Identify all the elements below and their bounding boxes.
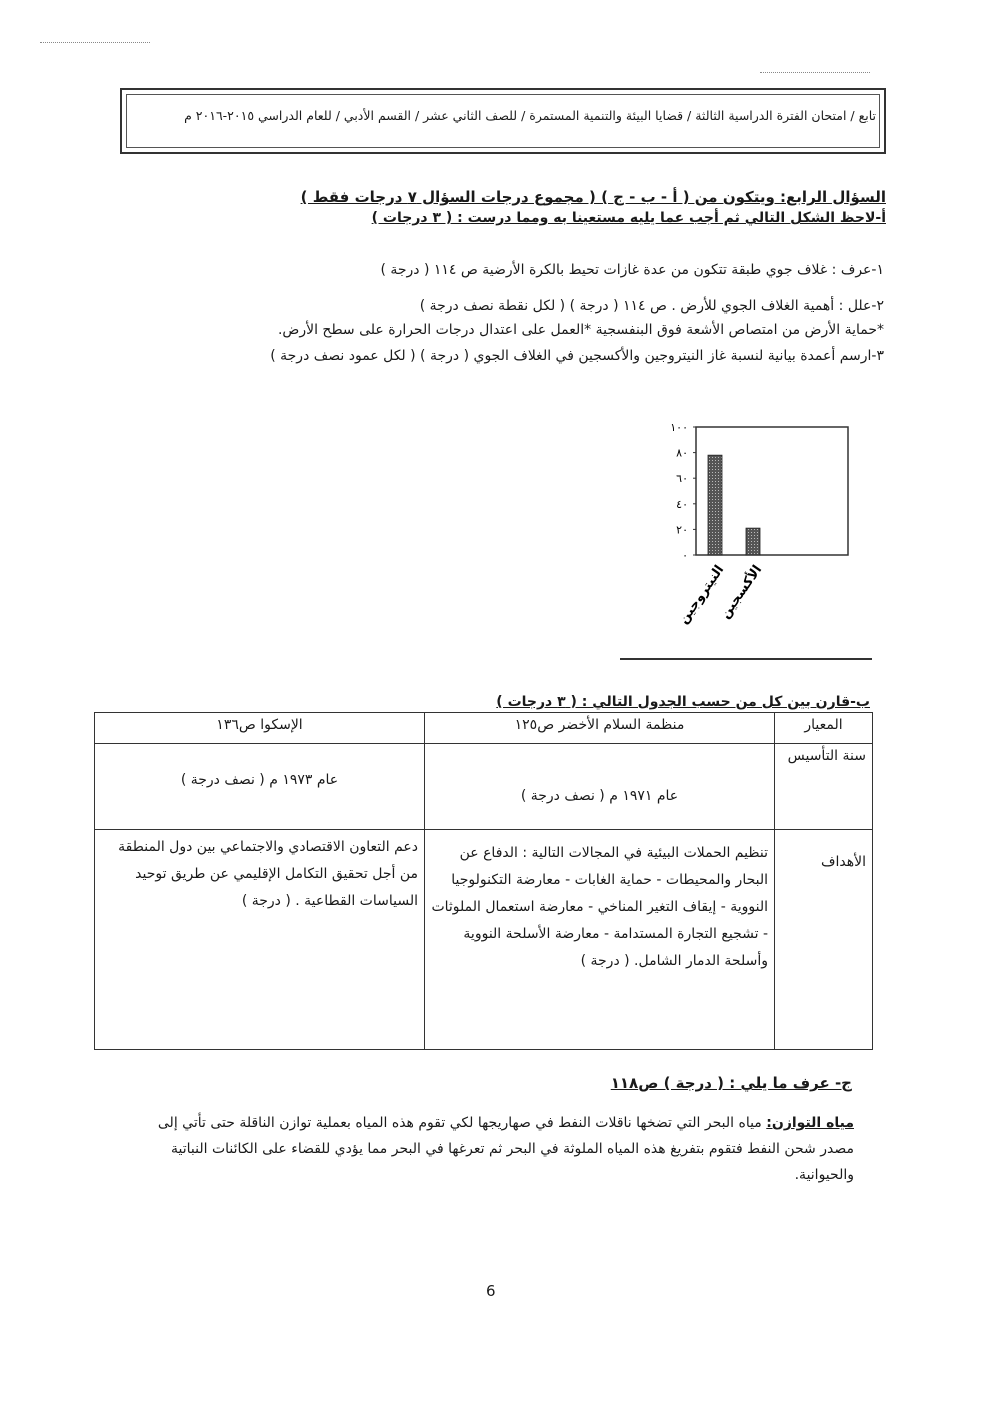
- section-separator: [620, 658, 872, 660]
- question-4-item-2-answer: *حماية الأرض من امتصاص الأشعة فوق البنفسجية *العمل على اعتدال درجات الحرارة على سطح الأرض.: [277, 322, 884, 338]
- bar-oxygen: [746, 528, 760, 555]
- y-tick-label: ٨٠: [676, 446, 688, 460]
- criterion-founding-year: سنة التأسيس: [775, 744, 873, 830]
- escwa-founding-year: عام ١٩٧٣ م ( نصف درجة ): [95, 744, 425, 830]
- section-c-title: ج- عرف ما يلي : ( درجة ) ص١١٨: [610, 1074, 852, 1092]
- table-row: [95, 744, 873, 830]
- section-c-definition-block: [134, 1110, 854, 1188]
- section-b-title: ب-قارن بين كل من حسب الجدول التالي : ( ٣ درجات ): [496, 694, 870, 710]
- question-4-item-1: ١-عرف : غلاف جوي طبقة تتكون من عدة غازات تحيط بالكرة الأرضية ص ١١٤ ( درجة ): [380, 262, 884, 278]
- header-escwa: الإسكوا ص١٣٦: [95, 713, 425, 744]
- exam-header-text: تابع / امتحان الفترة الدراسية الثالثة / قضايا البيئة والتنمية المستمرة / للصف الثاني عشر / القسم الأدبي / للعام الدراسي ٢٠١٥-٢٠١٦ م: [184, 108, 876, 123]
- x-category-label: الأكسجين: [717, 562, 766, 622]
- y-tick-label: ٤٠: [676, 497, 688, 511]
- term-ballast-water: مياه التوازن:: [766, 1115, 854, 1131]
- question-4-instruction: أ-لاحظ الشكل التالي ثم أجب عما يليه مستعينا به ومما درست : ( ٣ درجات ): [371, 210, 886, 226]
- comparison-table: [94, 712, 873, 1050]
- question-4-item-2: ٢-علل : أهمية الغلاف الجوي للأرض . ص ١١٤ ( درجة ) ( لكل نقطة نصف درجة ): [419, 298, 884, 314]
- x-category-label: النيتروجين: [676, 562, 728, 627]
- criterion-goals: الأهداف: [775, 830, 873, 1050]
- y-tick-label: ٢٠: [676, 523, 688, 537]
- term-definition: مياه البحر التي تضخها ناقلات النفط في صهاريجها لكي تقوم هذه المياه بعملية توازن الناقلة حتى تأتي إلى مصدر شحن النفط فتقوم بتفريغ هذه المياه الملوثة في البحر ثم تعرغها في البحر مما يؤدي للقضاء على الكائنات النباتية والحيوانية.: [157, 1115, 854, 1183]
- greenpeace-goals: تنظيم الحملات البيئية في المجالات التالية : الدفاع عن البحار والمحيطات - حماية الغابات - معارضة التكنولوجيا النووية - إيقاف التغير المناخي - معارضة استعمال الملوثات - تشجيع التجارة المستدامة - معارضة الأسلحة النووية وأسلحة الدمار الشامل. ( درجة ): [425, 830, 775, 1050]
- scan-mark: [40, 42, 150, 43]
- y-tick-label: ٠: [682, 549, 688, 562]
- header-greenpeace: منظمة السلام الأخضر ص١٢٥: [425, 713, 775, 744]
- bar-nitrogen: [708, 455, 722, 555]
- question-4-item-3: ٣-ارسم أعمدة بيانية لنسبة غاز النيتروجين والأكسجين في الغلاف الجوي ( درجة ) ( لكل عمود نصف درجة ): [270, 348, 884, 364]
- question-4-title: السؤال الرابع: ويتكون من ( أ - ب - ج ) ( مجموع درجات السؤال ٧ درجات فقط ): [300, 188, 886, 206]
- y-tick-label: ١٠٠: [670, 421, 688, 434]
- table-row: [95, 830, 873, 1050]
- exam-header-box: [120, 88, 886, 154]
- y-tick-label: ٦٠: [676, 472, 688, 486]
- bar-chart: [640, 415, 900, 655]
- scan-mark: [760, 72, 870, 73]
- greenpeace-founding-year: عام ١٩٧١ م ( نصف درجة ): [425, 744, 775, 830]
- table-header-row: [95, 713, 873, 744]
- escwa-goals: دعم التعاون الاقتصادي والاجتماعي بين دول المنطقة من أجل تحقيق التكامل الإقليمي عن طريق توحيد السياسات القطاعية . ( درجة ): [95, 830, 425, 1050]
- page-number: 6: [486, 1282, 496, 1300]
- header-criterion: المعيار: [775, 713, 873, 744]
